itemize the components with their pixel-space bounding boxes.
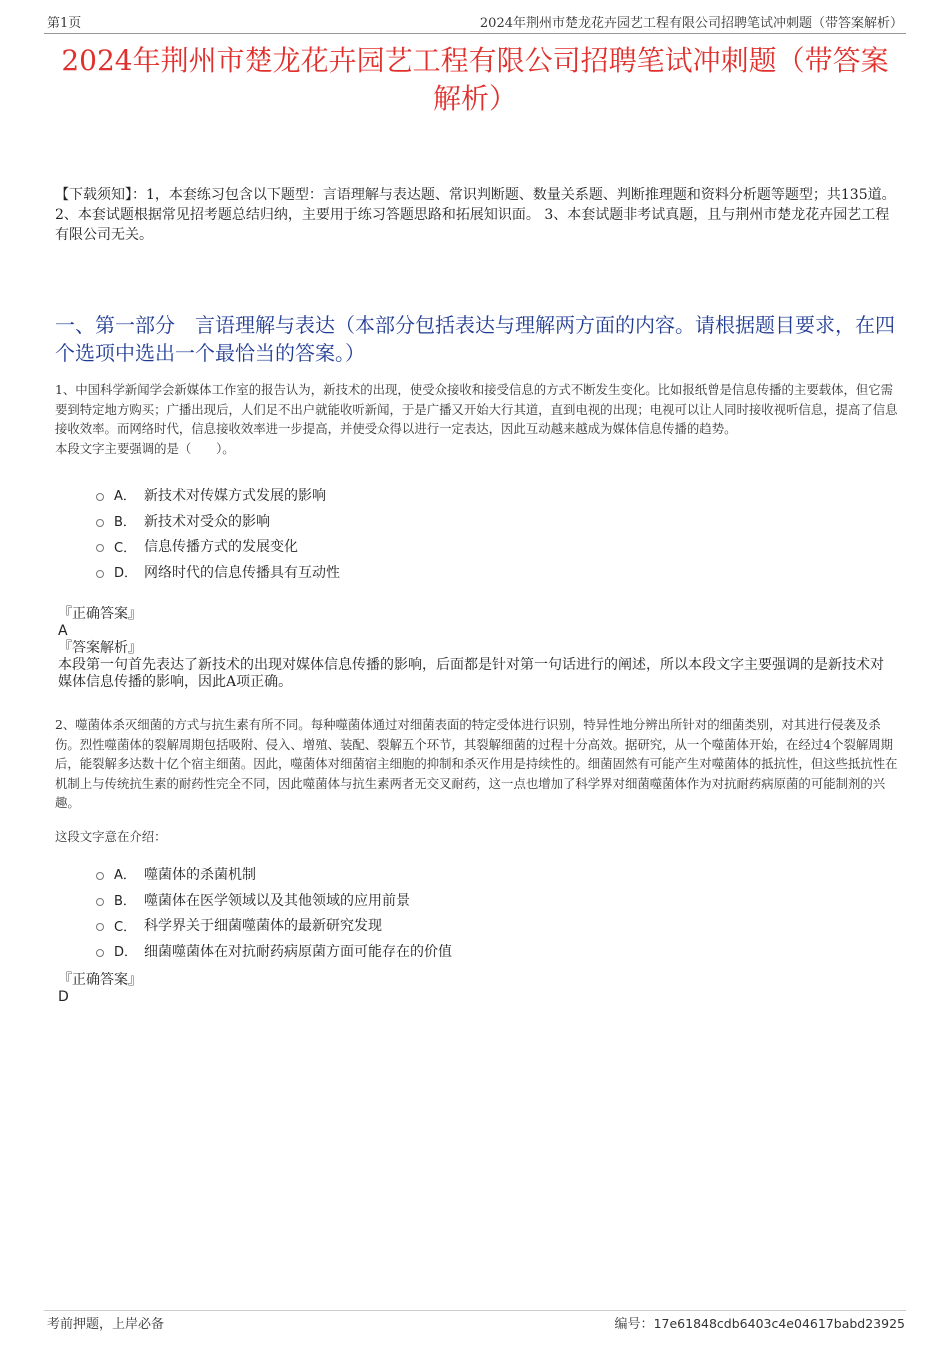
answer-label: 『正确答案』 bbox=[58, 606, 142, 622]
option-letter: B． bbox=[114, 515, 136, 531]
option-d[interactable] bbox=[96, 559, 340, 585]
section-title: 一、第一部分 言语理解与表达（本部分包括表达与理解两方面的内容。请根据题目要求，在四个选项中选出一个最恰当的答案。） bbox=[55, 313, 895, 365]
header-doc-title: 2024年荆州市楚龙花卉园艺工程有限公司招聘笔试冲刺题（带答案解析） bbox=[479, 16, 903, 31]
option-letter: D． bbox=[114, 945, 138, 961]
answer-analysis: 本段第一句首先表达了新技术的出现对媒体信息传播的影响，后面都是针对第一句话进行的阐述，所以本段文字主要强调的是新技术对媒体信息传播的影响，因此A项正确。 bbox=[58, 657, 884, 690]
option-d[interactable] bbox=[96, 938, 452, 964]
option-letter: B． bbox=[114, 894, 136, 910]
footer-code-label: 编号： bbox=[614, 1317, 654, 1332]
radio-icon[interactable] bbox=[96, 898, 104, 906]
radio-icon[interactable] bbox=[96, 493, 104, 501]
option-text: 科学界关于细菌噬菌体的最新研究发现 bbox=[144, 918, 382, 935]
option-b[interactable] bbox=[96, 887, 452, 913]
option-c[interactable] bbox=[96, 533, 340, 559]
header-divider bbox=[44, 33, 906, 34]
option-text: 噬菌体的杀菌机制 bbox=[144, 866, 256, 883]
option-text: 网络时代的信息传播具有互动性 bbox=[144, 564, 340, 581]
option-letter: C． bbox=[114, 540, 137, 556]
answer-label: 『正确答案』 bbox=[58, 972, 142, 988]
option-letter: C． bbox=[114, 919, 137, 935]
question-2-answer-block bbox=[58, 972, 895, 1006]
option-text: 信息传播方式的发展变化 bbox=[144, 539, 298, 556]
question-1-text bbox=[55, 380, 900, 458]
radio-icon[interactable] bbox=[96, 923, 104, 931]
radio-icon[interactable] bbox=[96, 544, 104, 552]
page-title: 2024年荆州市楚龙花卉园艺工程有限公司招聘笔试冲刺题（带答案解析） bbox=[61, 44, 889, 115]
option-a[interactable] bbox=[96, 482, 340, 508]
question-2-body: 2、噬菌体杀灭细菌的方式与抗生素有所不同。每种噬菌体通过对细菌表面的特定受体进行识别，特异性地分辨出所针对的细菌类别，对其进行侵袭及杀伤。烈性噬菌体的裂解周期包括吸附、侵入、增殖、装配、裂解五个环节，其裂解细菌的过程十分高效。据研究，从一个噬菌体开始，在经过4个裂解周期后，能裂解多达数十亿个宿主细菌。因此，噬菌体对细菌宿主细胞的抑制和杀灭作用是持续性的。细菌固然有可能产生对噬菌体的抵抗性，但这些抵抗性在机制上与传统抗生素的耐药性完全不同，因此噬菌体与抗生素两者无交叉耐药，这一点也增加了科学界对细菌噬菌体作为对抗耐药病原菌的可能制剂的兴趣。 bbox=[55, 717, 898, 810]
correct-answer: D bbox=[58, 989, 69, 1005]
option-letter: A． bbox=[114, 489, 136, 505]
question-1-answer-block bbox=[58, 606, 895, 691]
footer-divider bbox=[44, 1310, 906, 1311]
question-2-options bbox=[96, 861, 452, 964]
option-text: 细菌噬菌体在对抗耐药病原菌方面可能存在的价值 bbox=[144, 943, 452, 960]
question-2-text bbox=[55, 715, 900, 846]
option-b[interactable] bbox=[96, 508, 340, 534]
footer-code-value: 17e61848cdb6403c4e04617babd23925 bbox=[653, 1316, 905, 1331]
radio-icon[interactable] bbox=[96, 519, 104, 527]
option-c[interactable] bbox=[96, 912, 452, 938]
download-notice: 【下载须知】：1，本套练习包含以下题型：言语理解与表达题、常识判断题、数量关系题、判断推理题和资料分析题等题型；共135道。 2、本套试题根据常见招考题总结归纳，主要用于练习答题思路和拓展知识面。 3、本套试题非考试真题，且与荆州市楚龙花卉园艺工程有限公司无关。 bbox=[55, 187, 896, 243]
radio-icon[interactable] bbox=[96, 949, 104, 957]
correct-answer: A bbox=[58, 623, 68, 639]
radio-icon[interactable] bbox=[96, 872, 104, 880]
option-a[interactable] bbox=[96, 861, 452, 887]
option-text: 新技术对传媒方式发展的影响 bbox=[144, 487, 326, 504]
footer-code bbox=[615, 1313, 905, 1332]
question-1-body: 1、中国科学新闻学会新媒体工作室的报告认为，新技术的出现，使受众接收和接受信息的方式不断发生变化。比如报纸曾是信息传播的主要载体，但它需要到特定地方购买；广播出现后，人们足不出户就能收听新闻，于是广播又开始大行其道，直到电视的出现；电视可以让人同时接收视听信息，提高了信息接收效率。而网络时代，信息接收效率进一步提高，并使受众得以进行一定表达，因此互动越来越成为媒体信息传播的趋势。 bbox=[55, 382, 898, 436]
page-number: 第1页 bbox=[47, 16, 82, 31]
option-letter: A． bbox=[114, 868, 136, 884]
question-1-prompt: 本段文字主要强调的是（ ）。 bbox=[55, 440, 235, 456]
question-2-prompt: 这段文字意在介绍： bbox=[55, 828, 167, 844]
option-text: 噬菌体在医学领域以及其他领域的应用前景 bbox=[144, 892, 410, 909]
question-1-options bbox=[96, 482, 340, 585]
footer-slogan: 考前押题，上岸必备 bbox=[47, 1317, 165, 1332]
analysis-label: 『答案解析』 bbox=[58, 640, 142, 656]
option-text: 新技术对受众的影响 bbox=[144, 513, 270, 530]
radio-icon[interactable] bbox=[96, 570, 104, 578]
option-letter: D． bbox=[114, 566, 138, 582]
